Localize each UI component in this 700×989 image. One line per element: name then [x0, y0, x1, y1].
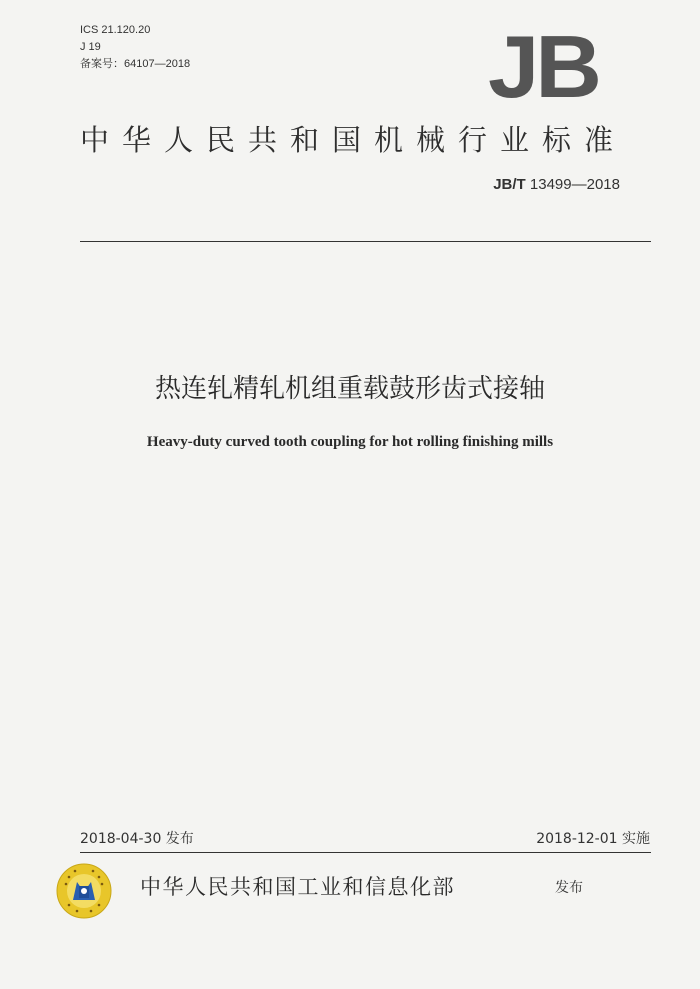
bottom-divider — [80, 852, 651, 853]
jb-logo — [488, 17, 618, 116]
standard-code — [493, 176, 620, 193]
document-title-en: Heavy-duty curved tooth coupling for hot rolling finishing mills — [146, 434, 554, 450]
standard-category-title: 中华人民共和国机械行业标准 — [80, 123, 627, 157]
class-code: J 19 — [80, 41, 101, 53]
publisher-name: 中华人民共和国工业和信息化部 — [140, 875, 455, 899]
jb-logo-text: JB — [488, 17, 598, 116]
ministry-seal-icon — [55, 862, 113, 920]
effective-date: 2018-12-01 实施 — [536, 831, 650, 847]
standard-code-prefix: JB/T — [493, 176, 526, 193]
top-divider — [80, 241, 651, 242]
ics-code: ICS 21.120.20 — [80, 24, 151, 36]
classification-block — [80, 22, 190, 73]
standard-code-number: 13499—2018 — [529, 176, 620, 193]
document-title-zh: 热连轧精轧机组重载鼓形齿式接轴 — [154, 374, 545, 404]
record-number: 备案号：64107—2018 — [80, 58, 191, 70]
issue-date: 2018-04-30 发布 — [80, 831, 194, 847]
publisher-suffix: 发布 — [555, 880, 583, 896]
